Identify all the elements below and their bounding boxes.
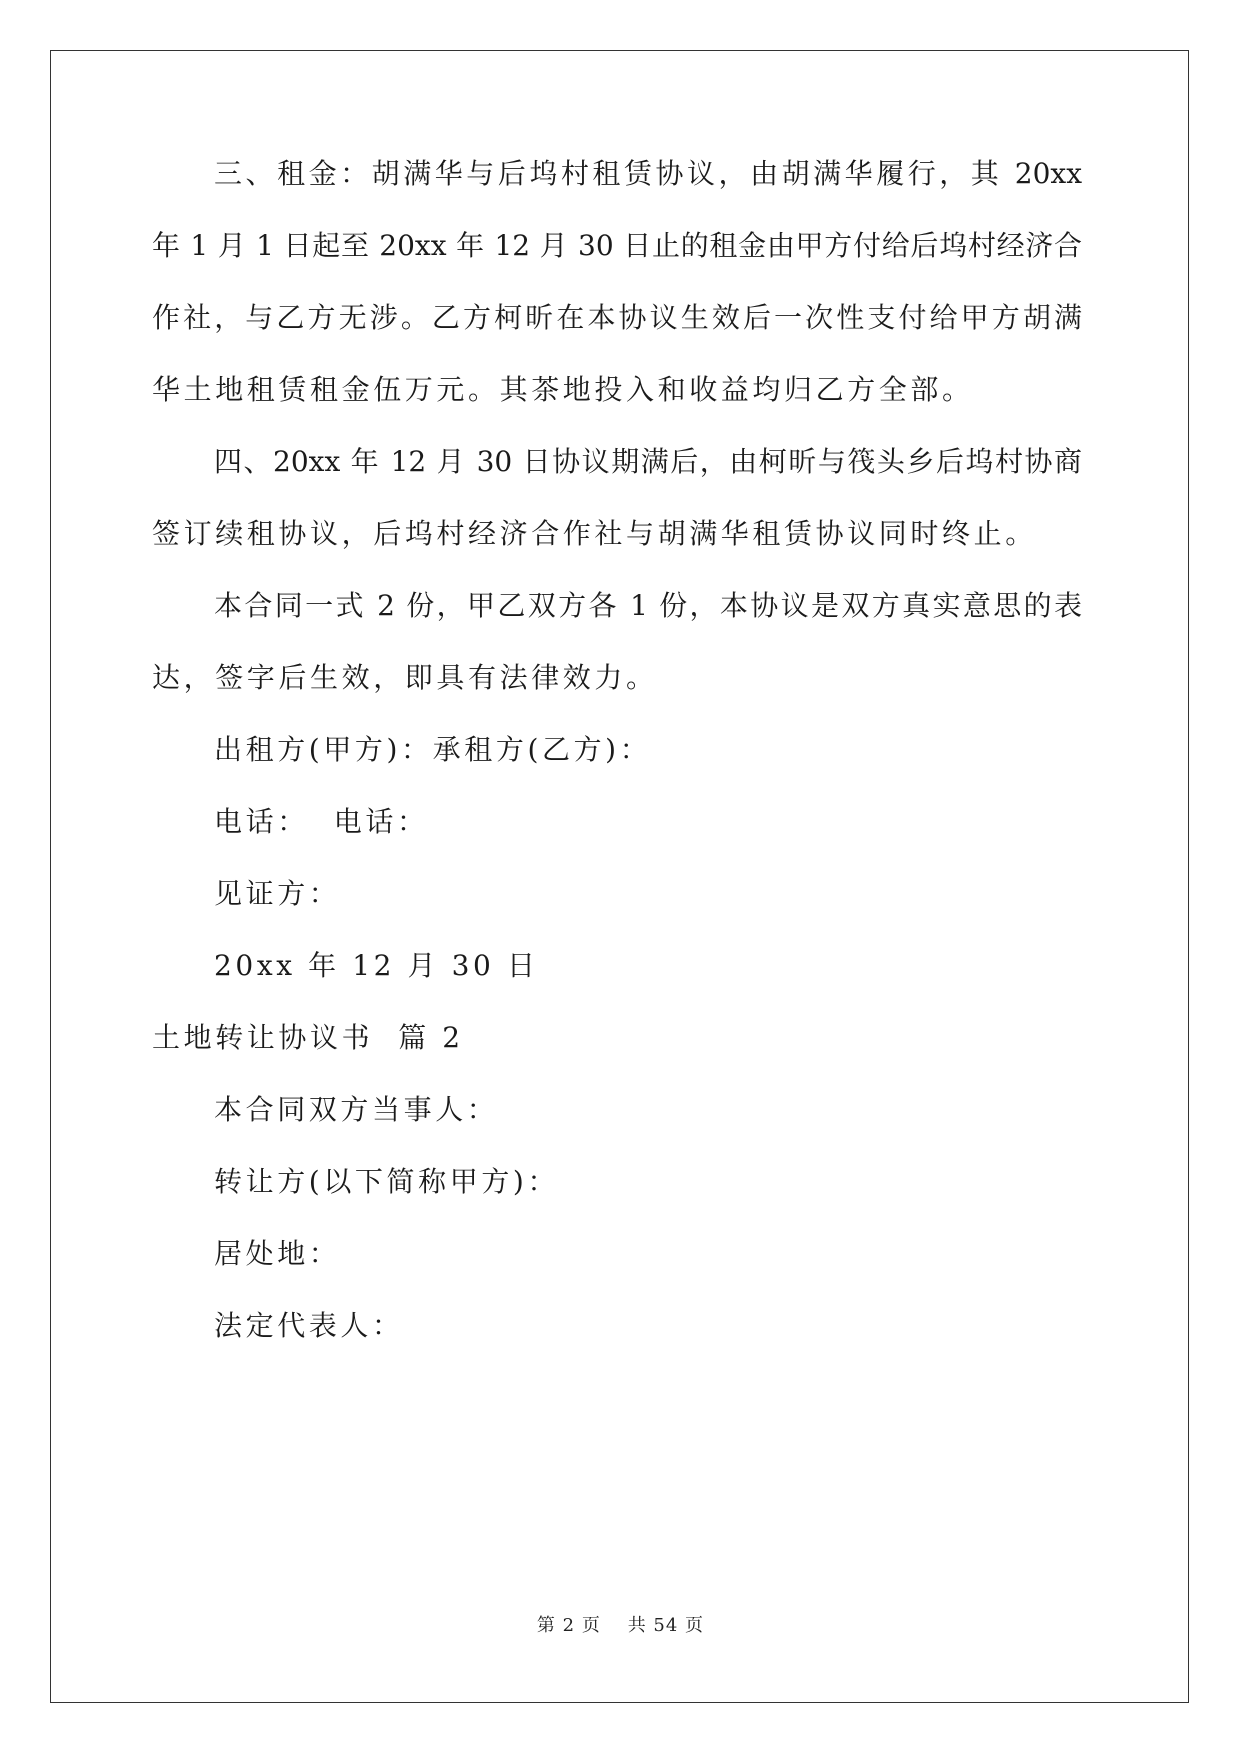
expiry-paragraph-line-1: 四、20xx 年 12 月 30 日协议期满后，由柯昕与筏头乡后坞村协商 xyxy=(214,445,1082,478)
phone-line: 电话： 电话： xyxy=(214,805,429,838)
expiry-paragraph-line-2: 签订续租协议，后坞村经济合作社与胡满华租赁协议同时终止。 xyxy=(152,517,1037,550)
parties-signature-line: 出租方(甲方)：承租方(乙方)： xyxy=(214,733,652,766)
rent-paragraph-line-1: 三、租金：胡满华与后坞村租赁协议，由胡满华履行，其 20xx xyxy=(214,157,1082,190)
copies-paragraph-line-2: 达，签字后生效，即具有法律效力。 xyxy=(152,661,658,694)
copies-paragraph-line-1: 本合同一式 2 份，甲乙双方各 1 份，本协议是双方真实意思的表 xyxy=(214,589,1082,622)
rent-paragraph-line-4: 华土地租赁租金伍万元。其茶地投入和收益均归乙方全部。 xyxy=(152,373,974,406)
legal-representative-line: 法定代表人： xyxy=(214,1309,404,1342)
rent-paragraph-line-2: 年 1 月 1 日起至 20xx 年 12 月 30 日止的租金由甲方付给后坞村经济合 xyxy=(152,229,1082,262)
section-heading: 土地转让协议书 篇 2 xyxy=(152,1021,464,1054)
residence-line: 居处地： xyxy=(214,1237,341,1270)
rent-paragraph-line-3: 作社，与乙方无涉。乙方柯昕在本协议生效后一次性支付给甲方胡满 xyxy=(152,301,1082,334)
page-number-footer: 第 2 页 共 54 页 xyxy=(536,1615,705,1636)
witness-line: 见证方： xyxy=(214,877,341,910)
date-line: 20xx 年 12 月 30 日 xyxy=(214,949,539,982)
transferor-line: 转让方(以下简称甲方)： xyxy=(214,1165,560,1198)
contract-parties-line: 本合同双方当事人： xyxy=(214,1093,499,1126)
